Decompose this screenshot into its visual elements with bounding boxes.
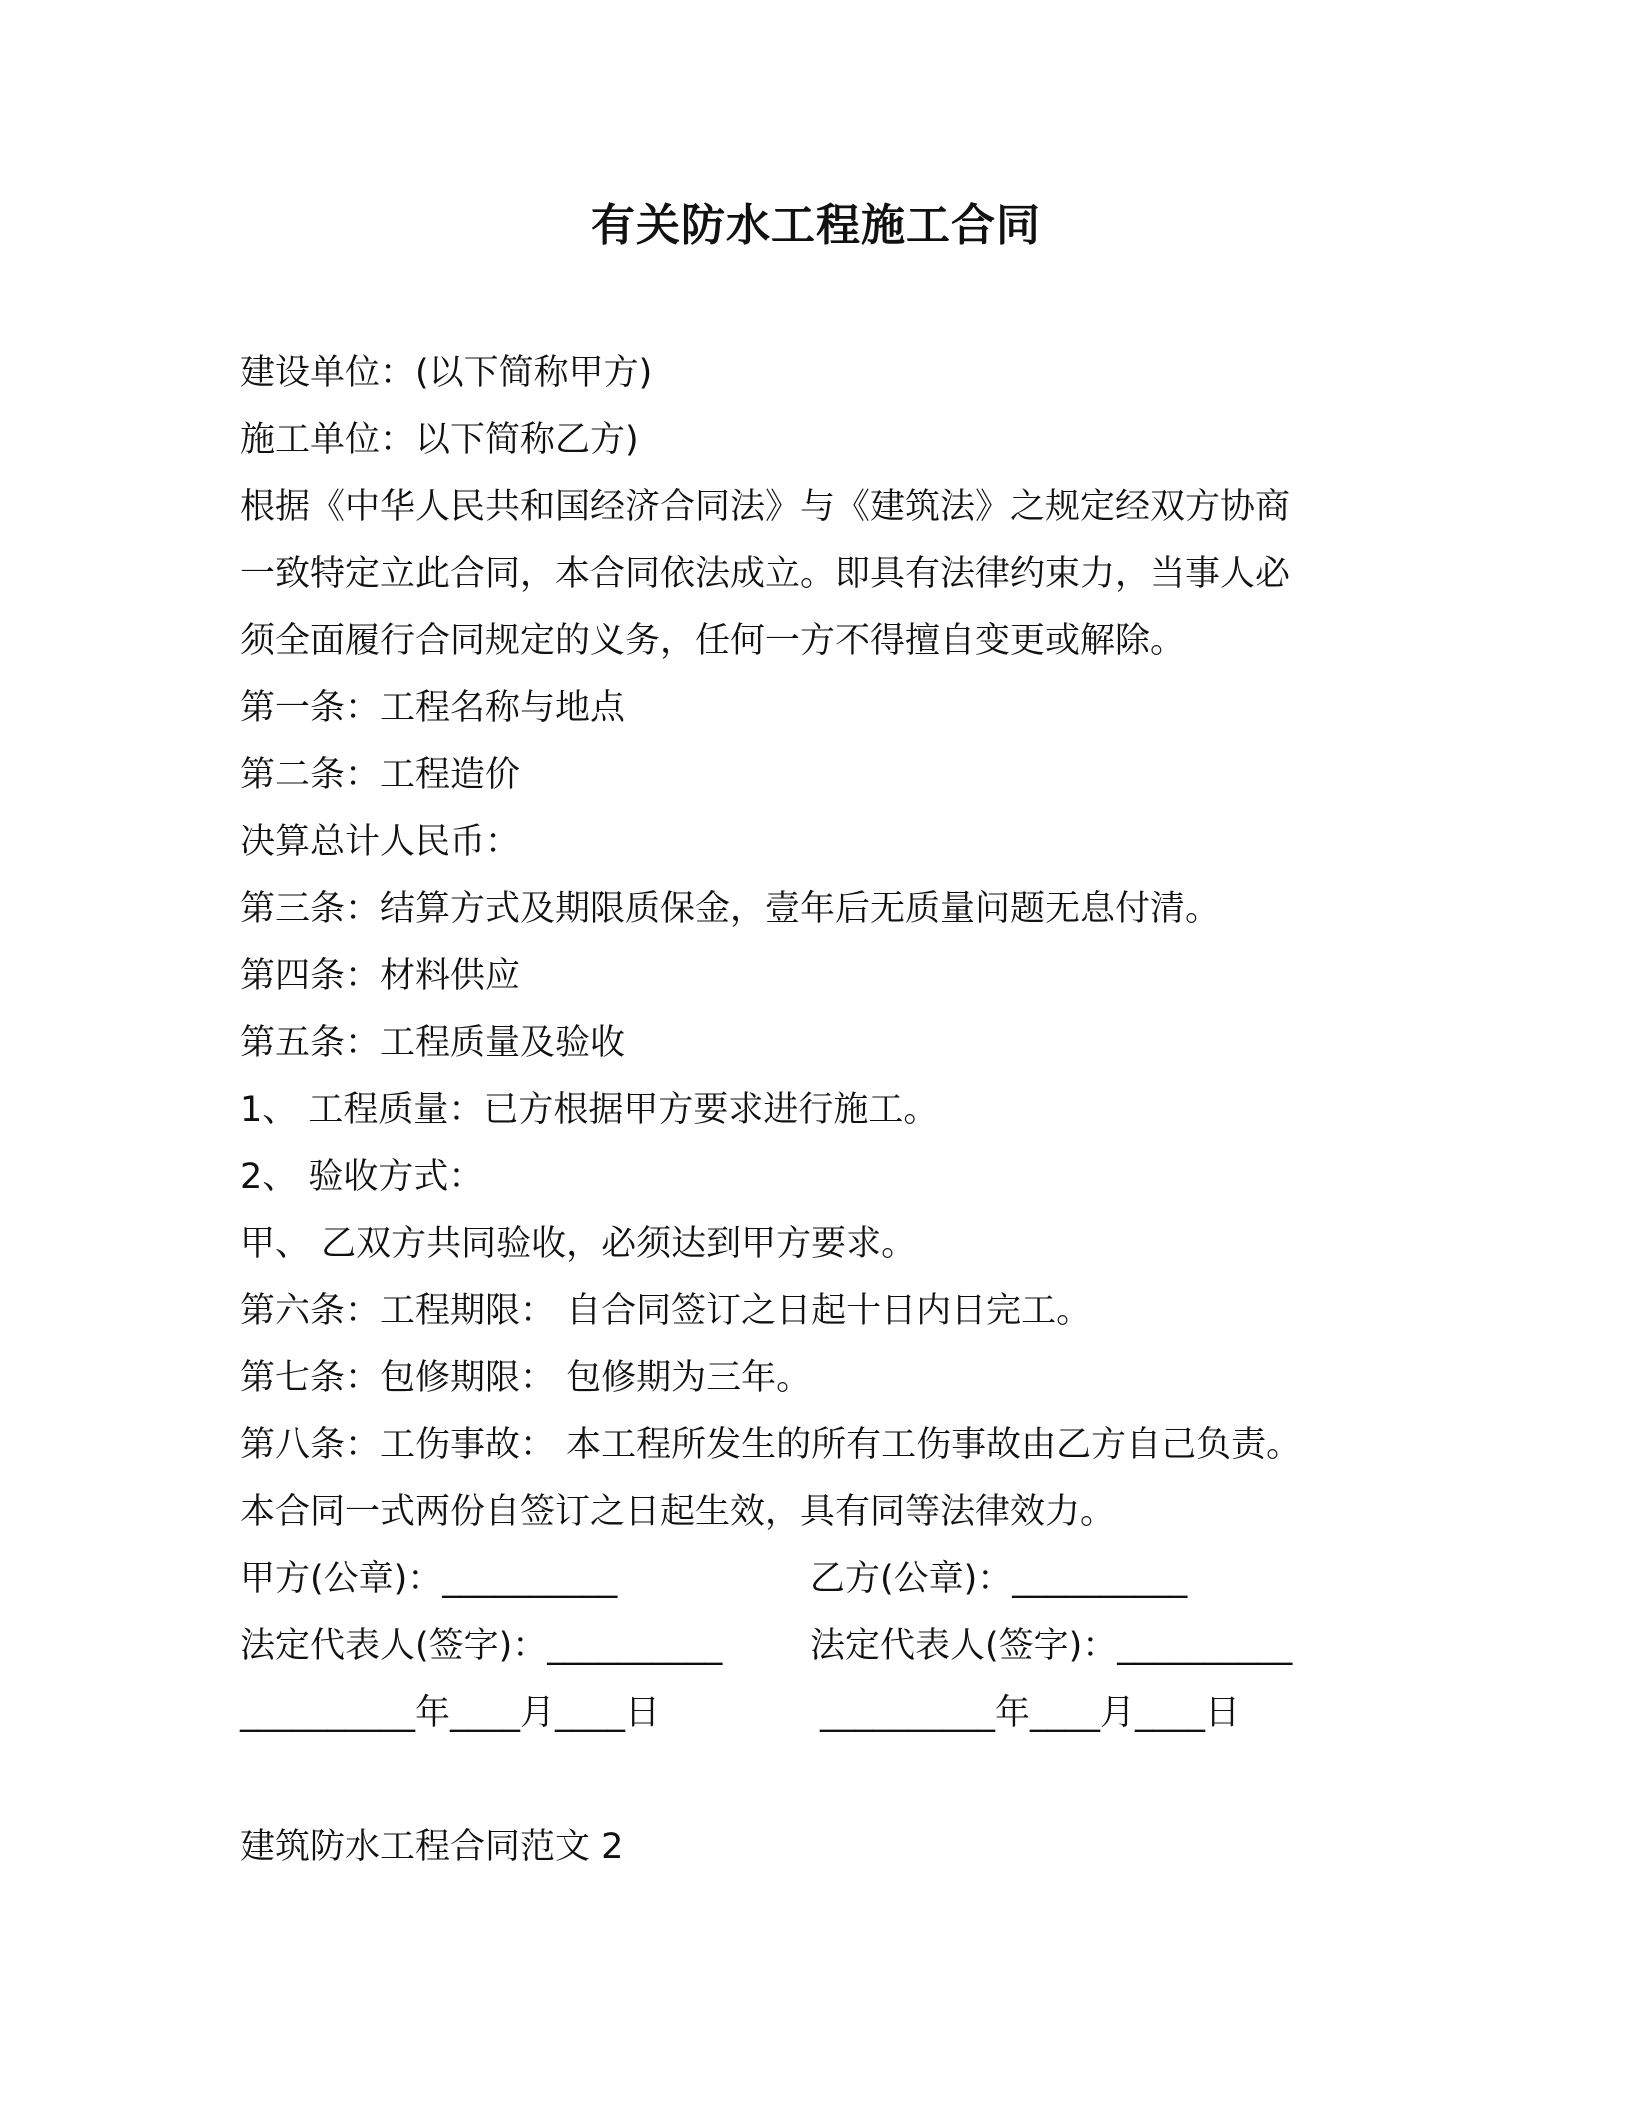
party-b-seal: 乙方(公章)：__________ — [810, 1559, 1188, 1599]
effectiveness-line: 本合同一式两份自签订之日起生效，具有同等法律效力。 — [240, 1492, 1116, 1532]
party-a-date: __________年____月____日 — [240, 1693, 661, 1733]
article-2: 第二条：工程造价 — [240, 755, 521, 795]
party-b-date: __________年____月____日 — [820, 1693, 1241, 1733]
document-title: 有关防水工程施工合同 — [591, 200, 1041, 251]
final-total-line: 决算总计人民币： — [240, 822, 521, 862]
preamble-line-3: 须全面履行合同规定的义务，任何一方不得擅自变更或解除。 — [240, 621, 1186, 661]
article-8: 第八条：工伤事故： 本工程所发生的所有工伤事故由乙方自己负责。 — [240, 1425, 1302, 1465]
party-a-representative: 法定代表人(签字)：__________ — [240, 1626, 723, 1666]
article-6: 第六条：工程期限： 自合同签订之日起十日内日完工。 — [240, 1291, 1092, 1331]
party-a-seal: 甲方(公章)：__________ — [240, 1559, 618, 1599]
representative-signature-row — [240, 1613, 1420, 1680]
article-1: 第一条：工程名称与地点 — [240, 688, 626, 728]
preamble-line-2: 一致特定立此合同，本合同依法成立。即具有法律约束力，当事人必 — [240, 554, 1291, 594]
construction-unit-line: 建设单位：(以下简称甲方) — [240, 353, 653, 393]
party-b-representative: 法定代表人(签字)：__________ — [810, 1626, 1293, 1666]
article-7: 第七条：包修期限： 包修期为三年。 — [240, 1358, 812, 1398]
article-3: 第三条：结算方式及期限质保金，壹年后无质量问题无息付清。 — [240, 889, 1221, 929]
quality-item: 1、 工程质量：已方根据甲方要求进行施工。 — [240, 1090, 939, 1130]
section-spacer — [240, 1747, 1420, 1814]
joint-acceptance-line: 甲、 乙双方共同验收，必须达到甲方要求。 — [240, 1224, 917, 1264]
document-body — [240, 340, 1420, 1881]
next-section-title: 建筑防水工程合同范文 2 — [240, 1827, 624, 1867]
acceptance-item: 2、 验收方式： — [240, 1157, 484, 1197]
signature-date-row — [240, 1680, 1420, 1747]
contractor-unit-line: 施工单位：以下简称乙方) — [240, 420, 639, 460]
seal-signature-row — [240, 1546, 1420, 1613]
article-4: 第四条：材料供应 — [240, 956, 521, 996]
preamble-line-1: 根据《中华人民共和国经济合同法》与《建筑法》之规定经双方协商 — [240, 487, 1291, 527]
article-5: 第五条：工程质量及验收 — [240, 1023, 626, 1063]
